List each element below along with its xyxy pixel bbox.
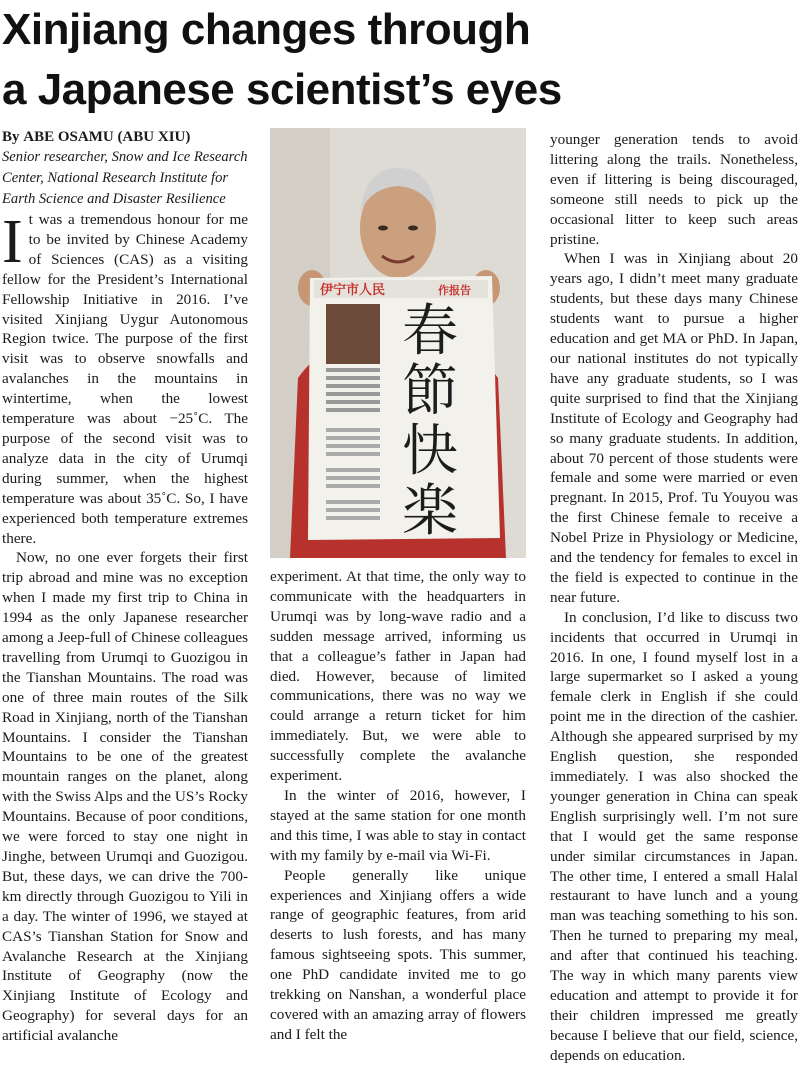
paragraph-4-continued: younger generation tends to avoid littering along the trails. Nonetheless, even if littering is being discouraged, someone still needs to pick up the occasional litter to keep such areas pristine. — [550, 131, 798, 248]
author-title: Senior researcher, Snow and Ice Research Center, National Research Institute for Earth Science and Disaster Resilience — [2, 149, 248, 207]
byline-author: ABE OSAMU (ABU XIU) — [23, 129, 191, 145]
newspaper-label: 作报告 — [438, 284, 471, 297]
calligraphy-char-3: 快 — [402, 419, 458, 484]
headline-line-2: a Japanese scientist’s eyes — [2, 65, 562, 114]
calligraphy-char-1: 春 — [402, 299, 458, 364]
paragraph-1-text: t was a tremendous honour for me to be invited by Chinese Academy of Sciences (CAS) as a visiting fellow for the President’s International Fellowship Initiative in 2016. I’ve visited Xinjiang Uygur Autonomous Region twice. The purpose of the first visit was to observe snowfalls and avalanches in the mountains in wintertime, when the lowest temperature was about −25˚C. The purpose of the second visit was to analyze data in the city of Urumqi during summer, when the highest temperature was about 35˚C. So, I have experienced both temperature extremes there. — [2, 211, 248, 547]
calligraphy-char-2: 節 — [402, 359, 458, 424]
article-column-3 — [550, 130, 798, 1066]
paragraph-1 — [2, 210, 248, 548]
photo-scientist-with-newspaper — [270, 128, 526, 558]
paragraph-2: Now, no one ever forgets their first trip abroad and mine was no exception when I made my first trip to China in 1994 as the only Japanese researcher among a Jeep-full of Chinese colleagues travelling from Urumqi to Guozigou in the Tianshan Mountains. The road was one of three main routes of the Silk Road in Xinjiang, north of the Tianshan Mountains. I consider the Tianshan Mountains to be one of the greatest mountain ranges on the planet, along with the Swiss Alps and the US’s Rocky Mountains. Because of poor conditions, we were forced to stay one night in Jinghe, between Urumqi and Guozigou. But, these days, we can drive the 700-km directly through Guozigou to Yili in a day. The winter of 1996, we stayed at CAS’s Tianshan Station for Snow and Avalanche Research at the Xinjiang Institute of Geography (now the Xinjiang Institute of Ecology and Geography) for several days for an artificial avalanche — [2, 549, 248, 1045]
article-column-2 — [270, 567, 526, 1045]
headline — [2, 0, 798, 120]
newspaper-masthead: 伊宁市人民 — [320, 283, 386, 298]
paragraph-6: In conclusion, I’d like to discuss two incidents that occurred in Urumqi in 2016. In one, I found myself lost in a large supermarket so I asked a young female clerk in English if she could point me in the direction of the cashier. Although she appeared surprised by my English question, she responded immediately. I was also shocked the younger generation in China can speak English surprisingly well. I’m not sure that I would get the same response under similar circumstances in Japan. The other time, I entered a small Halal restaurant to have lunch and a young man was teaching something to his son. Then he turned to preparing my meal, and after that continued his teaching. The way in which many parents view education and attempt to provide it for their children impressed me greatly because I believe that our field, science, depends on education. — [550, 608, 798, 1064]
paragraph-3: In the winter of 2016, however, I stayed at the same station for one month and this time, I was able to stay in contact with my family by e-mail via Wi-Fi. — [270, 786, 526, 864]
drop-cap: I — [2, 208, 23, 276]
paragraph-5: When I was in Xinjiang about 20 years ago, I didn’t meet many graduate students, but these days many Chinese students want to pursue a higher education and get MA or PhD. In Japan, our national institutes do not typically have any graduate students, so I was quite surprised to find that the Xinjiang Institute of Ecology and Geography had so many graduate students. In addition, about 70 percent of those students were female and some were married or even pregnant. In 2015, Prof. Tu Youyou was the first Chinese female to receive a Nobel Prize in Physiology or Medicine, and the tendency for females to excel in the field is expected to continue in the near future. — [550, 250, 798, 606]
paragraph-4: People generally like unique experiences and Xinjiang offers a wide range of geographic features, from arid deserts to lush forests, and has many famous sightseeing spots. This summer, one PhD candidate invited me to go trekking on Nanshan, a wonderful place covered with an amazing array of flowers and I felt the — [270, 866, 526, 1043]
article-column-1 — [2, 128, 248, 1046]
paragraph-2-continued: experiment. At that time, the only way to communicate with the headquarters in Urumqi was by long-wave radio and a sudden message arrived, informing us that a colleague’s father in Japan had died. However, because of limited communications, there was no way we could arrange a return ticket for him immediately. But, we were able to successfully complete the avalanche experiment. — [270, 568, 526, 785]
headline-line-1: Xinjiang changes through — [2, 5, 531, 54]
calligraphy-char-4: 楽 — [402, 479, 458, 544]
byline — [2, 128, 248, 147]
photo-illustration — [270, 128, 526, 558]
byline-prefix: By — [2, 129, 20, 145]
